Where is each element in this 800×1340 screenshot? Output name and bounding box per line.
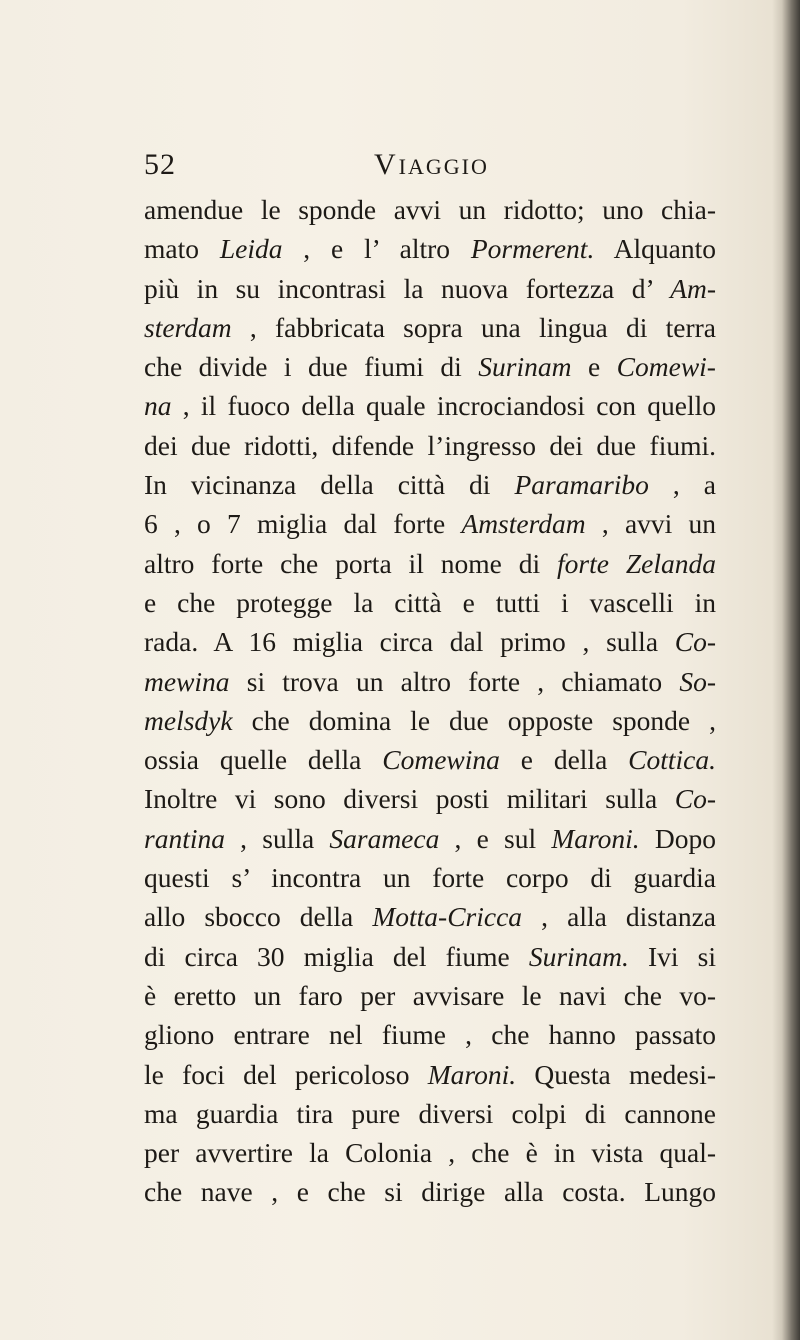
italic-segment: Surinam. xyxy=(528,940,629,972)
italic-segment: Comewi- xyxy=(616,351,716,383)
text-line xyxy=(144,976,716,1015)
text-segment: di circa 30 miglia del fiume xyxy=(144,940,529,972)
text-line xyxy=(144,308,716,347)
text-line xyxy=(144,386,716,425)
page-header xyxy=(144,148,704,188)
text-line xyxy=(144,937,716,976)
italic-segment: Maroni. xyxy=(427,1058,517,1090)
italic-segment: Comewina xyxy=(382,744,500,776)
text-line xyxy=(144,740,716,779)
text-segment: si trova un altro forte , chiamato xyxy=(229,665,680,697)
text-line xyxy=(144,1055,716,1094)
text-line xyxy=(144,544,716,583)
text-segment: ossia quelle della xyxy=(144,744,383,776)
text-line xyxy=(144,779,716,818)
text-segment: ma guardia tira pure diversi colpi di cannone xyxy=(144,1097,716,1129)
text-segment: mato xyxy=(144,233,220,265)
italic-segment: rantina xyxy=(144,822,225,854)
text-segment: per avvertire la Colonia , che è in vista qual- xyxy=(144,1137,716,1169)
text-segment: Alquanto xyxy=(594,233,716,265)
italic-segment: Co- xyxy=(674,626,716,658)
text-segment: allo sbocco della xyxy=(144,901,373,933)
text-segment: , fabbricata sopra una lingua di terra xyxy=(231,311,716,343)
text-segment: Dopo xyxy=(639,822,716,854)
italic-segment: Pormerent. xyxy=(470,233,595,265)
text-segment: le foci del pericoloso xyxy=(144,1058,428,1090)
text-segment: In vicinanza della città di xyxy=(144,469,515,501)
italic-segment: mewina xyxy=(144,665,230,697)
text-segment: che nave , e che si dirige alla costa. Lungo xyxy=(144,1176,716,1208)
italic-segment: na xyxy=(144,390,172,422)
text-segment: , a xyxy=(648,469,716,501)
text-segment: , e l’ altro xyxy=(282,233,471,265)
text-segment: Ivi si xyxy=(628,940,716,972)
text-line xyxy=(144,583,716,622)
italic-segment: Maroni. xyxy=(551,822,640,854)
text-segment: Questa medesi- xyxy=(516,1058,716,1090)
italic-segment: Motta-Cricca xyxy=(372,901,523,933)
italic-segment: Paramaribo xyxy=(514,469,649,501)
running-head xyxy=(374,148,489,182)
text-segment: e xyxy=(571,351,617,383)
text-line xyxy=(144,1094,716,1133)
text-segment: è eretto un faro per avvisare le navi che vo- xyxy=(144,979,716,1011)
text-segment: dei due ridotti, difende l’ingresso dei due fiumi. xyxy=(144,429,716,461)
italic-segment: So- xyxy=(679,665,716,697)
text-line xyxy=(144,897,716,936)
text-segment: , alla distanza xyxy=(522,901,717,933)
text-line xyxy=(144,190,716,229)
text-segment: rada. A 16 miglia circa dal primo , sulla xyxy=(144,626,675,658)
text-segment: , il fuoco della quale incrociandosi con quello xyxy=(171,390,716,422)
text-line xyxy=(144,465,716,504)
text-line xyxy=(144,662,716,701)
italic-segment: Cottica. xyxy=(628,744,716,776)
text-segment: e che protegge la città e tutti i vascelli in xyxy=(144,586,716,618)
text-segment: 6 , o 7 miglia dal forte xyxy=(144,508,462,540)
italic-segment: Surinam xyxy=(478,351,572,383)
italic-segment: Co- xyxy=(674,783,716,815)
text-segment: che domina le due opposte sponde , xyxy=(232,704,716,736)
text-line xyxy=(144,229,716,268)
text-segment: amendue le sponde avvi un ridotto; uno chia- xyxy=(144,194,716,225)
italic-segment: melsdyk xyxy=(144,704,233,736)
text-segment: e della xyxy=(499,744,629,776)
text-segment: , e sul xyxy=(439,822,552,854)
page-edge-shadow xyxy=(772,0,800,1340)
italic-segment: forte Zelanda xyxy=(557,547,716,579)
italic-segment: Leida xyxy=(219,233,283,265)
italic-segment: Amsterdam xyxy=(461,508,586,540)
text-line xyxy=(144,269,716,308)
text-segment: altro forte che porta il nome di xyxy=(144,547,558,579)
text-line xyxy=(144,1133,716,1172)
text-line xyxy=(144,347,716,386)
italic-segment: sterdam xyxy=(144,311,232,343)
running-head-initial: V xyxy=(374,148,399,181)
body-text xyxy=(144,190,716,1212)
text-segment: questi s’ incontra un forte corpo di guardia xyxy=(144,862,716,894)
running-head-rest: IAGGIO xyxy=(398,154,489,179)
text-segment: più in su incontrasi la nuova fortezza d’ xyxy=(144,272,671,304)
text-segment: Inoltre vi sono diversi posti militari sulla xyxy=(144,783,675,815)
italic-segment: Sarameca xyxy=(329,822,440,854)
page-number: 52 xyxy=(144,148,176,181)
text-line xyxy=(144,858,716,897)
text-line xyxy=(144,622,716,661)
text-line xyxy=(144,1015,716,1054)
text-line xyxy=(144,1172,716,1211)
text-segment: , sulla xyxy=(224,822,330,854)
text-line xyxy=(144,504,716,543)
text-segment: , avvi un xyxy=(585,508,716,540)
text-line xyxy=(144,701,716,740)
text-line xyxy=(144,426,716,465)
italic-segment: Am- xyxy=(670,272,716,304)
text-line xyxy=(144,819,716,858)
text-segment: che divide i due fiumi di xyxy=(144,351,479,383)
text-segment: gliono entrare nel fiume , che hanno passato xyxy=(144,1019,716,1051)
